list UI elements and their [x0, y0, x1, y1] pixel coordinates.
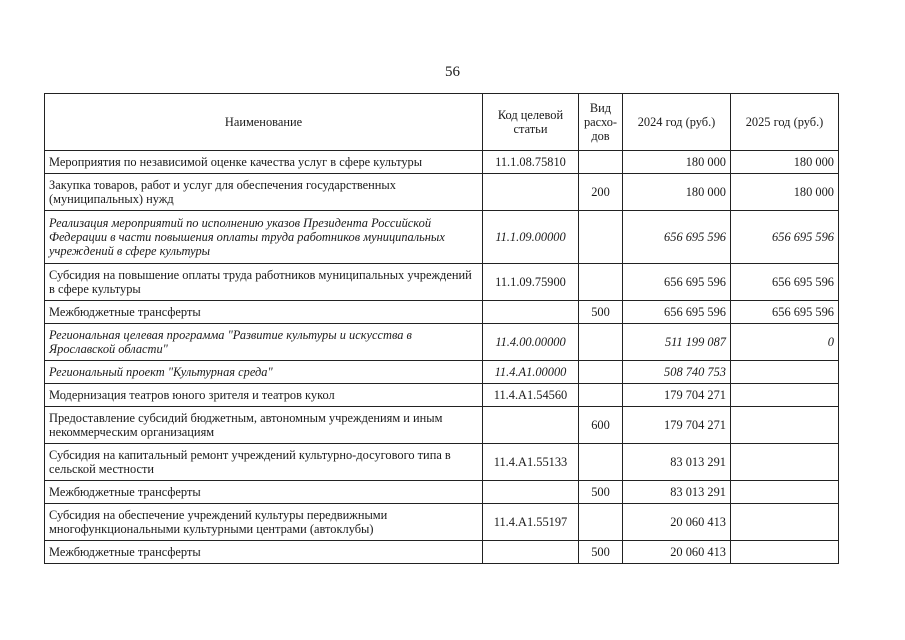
- cell-2025: [731, 481, 839, 504]
- table-row: [45, 504, 839, 541]
- cell-code: [483, 301, 579, 324]
- table-row: [45, 324, 839, 361]
- cell-vid: [579, 444, 623, 481]
- cell-vid: 200: [579, 174, 623, 211]
- cell-vid: 500: [579, 481, 623, 504]
- table-row: [45, 264, 839, 301]
- cell-name: Закупка товаров, работ и услуг для обеспечения государственных (муниципальных) нужд: [45, 174, 483, 211]
- cell-code: 11.1.08.75810: [483, 151, 579, 174]
- page-number: 56: [445, 64, 460, 80]
- table-row: [45, 174, 839, 211]
- cell-name: Субсидия на капитальный ремонт учреждений культурно-досугового типа в сельской местности: [45, 444, 483, 481]
- cell-2024: 656 695 596: [623, 301, 731, 324]
- cell-2024: 656 695 596: [623, 211, 731, 264]
- cell-2024: 179 704 271: [623, 407, 731, 444]
- cell-vid: [579, 384, 623, 407]
- cell-name: Мероприятия по независимой оценке качества услуг в сфере культуры: [45, 151, 483, 174]
- cell-name: Региональная целевая программа "Развитие культуры и искусства в Ярославской области": [45, 324, 483, 361]
- cell-name: Предоставление субсидий бюджетным, автономным учреждениям и иным некоммерческим организациям: [45, 407, 483, 444]
- table-row: [45, 301, 839, 324]
- cell-2024: 180 000: [623, 151, 731, 174]
- cell-2025: 180 000: [731, 151, 839, 174]
- cell-name: Реализация мероприятий по исполнению указов Президента Российской Федерации в части повышения оплаты труда работников муниципальных учреждений в сфере культуры: [45, 211, 483, 264]
- cell-code: 11.4.00.00000: [483, 324, 579, 361]
- cell-vid: [579, 324, 623, 361]
- cell-vid: [579, 151, 623, 174]
- cell-2025: [731, 361, 839, 384]
- cell-code: [483, 541, 579, 564]
- table-row: [45, 361, 839, 384]
- table-row: [45, 541, 839, 564]
- cell-vid: [579, 504, 623, 541]
- cell-2025: [731, 407, 839, 444]
- cell-code: [483, 174, 579, 211]
- cell-name: Субсидия на обеспечение учреждений культуры передвижными многофункциональными культурными центрами (автоклубы): [45, 504, 483, 541]
- cell-2024: 20 060 413: [623, 504, 731, 541]
- table-row: [45, 481, 839, 504]
- table-row: [45, 384, 839, 407]
- cell-name: Модернизация театров юного зрителя и театров кукол: [45, 384, 483, 407]
- cell-code: [483, 481, 579, 504]
- cell-2024: 508 740 753: [623, 361, 731, 384]
- cell-code: [483, 407, 579, 444]
- cell-2025: [731, 541, 839, 564]
- cell-code: 11.1.09.00000: [483, 211, 579, 264]
- cell-2025: 0: [731, 324, 839, 361]
- cell-2025: 656 695 596: [731, 264, 839, 301]
- cell-2025: 180 000: [731, 174, 839, 211]
- cell-code: 11.4.A1.54560: [483, 384, 579, 407]
- cell-2025: [731, 384, 839, 407]
- cell-vid: [579, 361, 623, 384]
- table-row: [45, 407, 839, 444]
- cell-vid: 500: [579, 541, 623, 564]
- table-header-row: [45, 94, 839, 151]
- cell-vid: [579, 264, 623, 301]
- cell-2025: [731, 444, 839, 481]
- budget-table: [44, 93, 839, 564]
- cell-code: 11.4.A1.00000: [483, 361, 579, 384]
- cell-2025: 656 695 596: [731, 301, 839, 324]
- cell-vid: 500: [579, 301, 623, 324]
- table-row: [45, 444, 839, 481]
- cell-vid: [579, 211, 623, 264]
- cell-2025: [731, 504, 839, 541]
- cell-2025: 656 695 596: [731, 211, 839, 264]
- table-row: [45, 151, 839, 174]
- table-row: [45, 211, 839, 264]
- header-2025: 2025 год (руб.): [731, 94, 839, 151]
- cell-name: Региональный проект "Культурная среда": [45, 361, 483, 384]
- cell-name: Межбюджетные трансферты: [45, 301, 483, 324]
- header-code: Код целевой статьи: [483, 94, 579, 151]
- cell-code: 11.4.A1.55133: [483, 444, 579, 481]
- header-vid: Вид расхо-дов: [579, 94, 623, 151]
- cell-2024: 656 695 596: [623, 264, 731, 301]
- cell-2024: 20 060 413: [623, 541, 731, 564]
- cell-code: 11.1.09.75900: [483, 264, 579, 301]
- cell-name: Субсидия на повышение оплаты труда работников муниципальных учреждений в сфере культуры: [45, 264, 483, 301]
- cell-name: Межбюджетные трансферты: [45, 481, 483, 504]
- cell-2024: 83 013 291: [623, 444, 731, 481]
- cell-vid: 600: [579, 407, 623, 444]
- cell-2024: 179 704 271: [623, 384, 731, 407]
- header-2024: 2024 год (руб.): [623, 94, 731, 151]
- cell-code: 11.4.A1.55197: [483, 504, 579, 541]
- cell-2024: 180 000: [623, 174, 731, 211]
- cell-2024: 83 013 291: [623, 481, 731, 504]
- cell-name: Межбюджетные трансферты: [45, 541, 483, 564]
- cell-2024: 511 199 087: [623, 324, 731, 361]
- header-name: Наименование: [45, 94, 483, 151]
